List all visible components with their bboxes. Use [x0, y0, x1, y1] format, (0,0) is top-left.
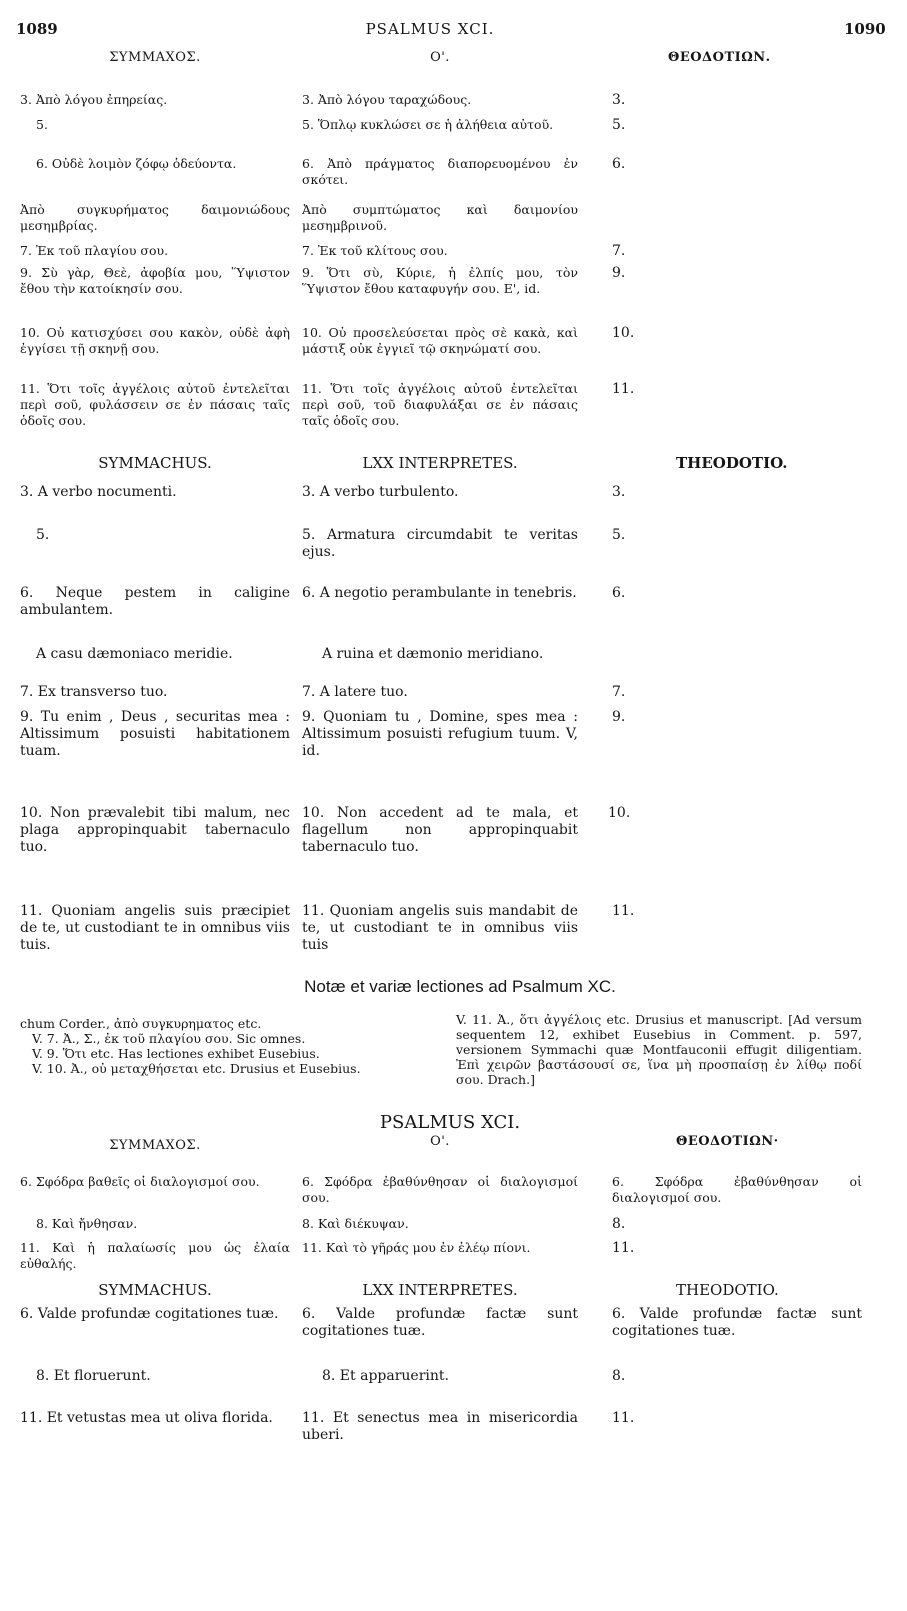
p91-greek-lxx-v8: 8. Καὶ διέκυψαν.: [302, 1216, 409, 1231]
p91-greek-theodotion-v8: 8.: [612, 1216, 626, 1232]
p91-greek-symmachus-v6: 6. Σφόδρα βαθεῖς οἱ διαλογισμοί σου.: [20, 1174, 260, 1189]
p91-greek-lxx-v6: 6. Σφόδρα ἐβαθύνθησαν οἱ διαλογισμοί σου.: [302, 1174, 578, 1205]
greek-symmachus-v11: 11. Ὅτι τοῖς ἀγγέλοις αὐτοῦ ἐντελεῖται περὶ σοῦ, φυλάσσειν σε ἐν πάσαις ταῖς ὁδοῖς σου.: [20, 381, 290, 428]
greek-symmachus-v3: 3. Ἀπὸ λόγου ἐπηρείας.: [20, 92, 168, 107]
latin-lxx-v10: 10. Non accedent ad te mala, et flagellum non appropinquabit tabernaculo tuo.: [302, 805, 578, 855]
greek-theodotion-v11: 11.: [612, 381, 635, 397]
greek-symmachus-v5: 5.: [36, 117, 48, 132]
greek-symmachus-v10: 10. Οὐ κατισχύσει σου κακὸν, οὐδὲ ἀφὴ ἐγγίσει τῇ σκηνῇ σου.: [20, 325, 290, 356]
p91-latin-theodotio-v6: 6. Valde profundæ factæ sunt cogitationes tuæ.: [612, 1306, 862, 1339]
p91-greek-symmachus-v11: 11. Καὶ ἡ παλαίωσίς μου ὡς ἐλαία εὐθαλής.: [20, 1240, 290, 1271]
psalm-91-title: PSALMUS XCI.: [379, 1112, 521, 1133]
latin-symmachus-v7: 7. Ex transverso tuo.: [20, 684, 168, 700]
latin-symmachus-v3: 3. A verbo nocumenti.: [20, 484, 177, 500]
latin-theodotio-v9: 9.: [612, 709, 626, 725]
page-number-left: 1089: [16, 20, 58, 38]
p91-col-head-symmachus-latin: SYMMACHUS.: [98, 1281, 212, 1299]
latin-symmachus-v10: 10. Non prævalebit tibi malum, nec plaga appropinquabit tabernaculo tuo.: [20, 805, 290, 855]
greek-theodotion-v3: 3.: [612, 92, 626, 108]
p91-latin-symmachus-v8: 8. Et floruerunt.: [36, 1368, 151, 1384]
greek-symmachus-v6b: Ἀπὸ συγκυρήματος δαιμονιώδους μεσημβρίας.: [20, 202, 290, 233]
p91-col-head-lxx-latin: LXX INTERPRETES.: [362, 1281, 518, 1299]
p91-col-head-symmachus-greek: ΣΥΜΜΑΧΟΣ.: [109, 1138, 201, 1153]
note-line: V. 10. Ἀ., οὐ μεταχθήσεται etc. Drusius et Eusebius.: [32, 1061, 361, 1076]
latin-theodotio-v7: 7.: [612, 684, 626, 700]
latin-symmachus-v9: 9. Tu enim , Deus , securitas mea : Altissimum posuisti habitationem tuam.: [20, 709, 290, 759]
notes-left-column: [20, 1016, 430, 1076]
running-title: PSALMUS XCI.: [365, 20, 495, 38]
note-line: V. 7. Ἀ., Σ., ἐκ τοῦ πλαγίου σου. Sic omnes.: [32, 1031, 306, 1046]
p91-latin-lxx-v6: 6. Valde profundæ factæ sunt cogitationes tuæ.: [302, 1306, 578, 1339]
latin-theodotio-v11: 11.: [612, 903, 635, 919]
p91-latin-theodotio-v11: 11.: [612, 1410, 635, 1426]
notes-title: Notæ et variæ lectiones ad Psalmum XC.: [304, 977, 616, 996]
greek-symmachus-v6: 6. Οὐδὲ λοιμὸν ζόφῳ ὁδεύοντα.: [36, 156, 237, 171]
p91-latin-lxx-v11: 11. Et senectus mea in misericordia uberi.: [302, 1410, 578, 1443]
p91-greek-theodotion-v6: 6. Σφόδρα ἐβαθύνθησαν οἱ διαλογισμοί σου.: [612, 1174, 862, 1205]
greek-theodotion-v9: 9.: [612, 265, 626, 281]
latin-theodotio-v5: 5.: [612, 527, 626, 543]
greek-symmachus-v9: 9. Σὺ γὰρ, Θεὲ, ἀφοβία μου, Ὕψιστον ἔθου τὴν κατοίκησίν σου.: [20, 265, 290, 296]
p91-greek-lxx-v11: 11. Καὶ τὸ γῆράς μου ἐν ἐλέῳ πίονι.: [302, 1240, 531, 1255]
p91-greek-symmachus-v8: 8. Καὶ ἤνθησαν.: [36, 1216, 138, 1231]
page-number-right: 1090: [844, 20, 886, 38]
col-head-theodotion-greek: ΘΕΟΔΟΤΙΩΝ.: [668, 50, 771, 65]
col-head-lxx-greek: Ο'.: [430, 50, 450, 65]
notes-right-column: V. 11. Ἀ., ὅτι ἀγγέλοις etc. Drusius et manuscript. [Ad versum sequentem 12, exhibet Eusebius in Comment. p. 597, versionem Symmachi quæ Montfauconii effugit diligentiam. Ἐπὶ χειρῶν βαστάσουσί σε, ἵνα μὴ προσπαίσῃ ἐν λίθῳ ποδί σου. Drach.]: [456, 1012, 862, 1087]
latin-theodotio-v3: 3.: [612, 484, 626, 500]
greek-lxx-v3: 3. Ἀπὸ λόγου ταραχώδους.: [302, 92, 472, 107]
p91-greek-theodotion-v11: 11.: [612, 1240, 635, 1256]
note-line: chum Corder., ἀπὸ συγκυρηματος etc.: [20, 1016, 262, 1031]
p91-latin-symmachus-v11: 11. Et vetustas mea ut oliva florida.: [20, 1410, 273, 1426]
p91-col-head-theodotio-latin: THEODOTIO.: [676, 1281, 779, 1299]
latin-lxx-v6: 6. A negotio perambulante in tenebris.: [302, 585, 577, 601]
p91-col-head-theodotion-greek: ΘΕΟΔΟΤΙΩΝ·: [676, 1134, 779, 1149]
greek-lxx-v10: 10. Οὐ προσελεύσεται πρὸς σὲ κακὰ, καὶ μάστιξ οὐκ ἐγγιεῖ τῷ σκηνώματί σου.: [302, 325, 578, 356]
latin-lxx-v5: 5. Armatura circumdabit te veritas ejus.: [302, 527, 578, 560]
greek-theodotion-v10: 10.: [612, 325, 635, 341]
latin-symmachus-v6: 6. Neque pestem in caligine ambulantem.: [20, 585, 290, 618]
col-head-theodotio-latin: THEODOTIO.: [676, 454, 788, 472]
latin-lxx-v6b: A ruina et dæmonio meridiano.: [322, 646, 544, 662]
latin-symmachus-v6b: A casu dæmoniaco meridie.: [36, 646, 233, 662]
col-head-lxx-latin: LXX INTERPRETES.: [362, 454, 518, 472]
latin-theodotio-v6: 6.: [612, 585, 626, 601]
p91-col-head-lxx-greek: Ο'.: [430, 1134, 450, 1149]
p91-latin-symmachus-v6: 6. Valde profundæ cogitationes tuæ.: [20, 1306, 279, 1322]
latin-symmachus-v11: 11. Quoniam angelis suis præcipiet de te, ut custodiant te in omnibus viis tuis.: [20, 903, 290, 953]
greek-symmachus-v7: 7. Ἐκ τοῦ πλαγίου σου.: [20, 243, 169, 258]
greek-lxx-v7: 7. Ἐκ τοῦ κλίτους σου.: [302, 243, 448, 258]
greek-theodotion-v7: 7.: [612, 243, 626, 259]
greek-lxx-v11: 11. Ὅτι τοῖς ἀγγέλοις αὐτοῦ ἐντελεῖται περὶ σοῦ, τοῦ διαφυλάξαι σε ἐν πάσαις ταῖς ὁδοῖς σου.: [302, 381, 578, 428]
greek-lxx-v9: 9. Ὅτι σὺ, Κύριε, ἡ ἐλπίς μου, τὸν Ὕψιστον ἔθου καταφυγήν σου. Ε', id.: [302, 265, 578, 296]
latin-lxx-v7: 7. A latere tuo.: [302, 684, 408, 700]
note-line: V. 9. Ὅτι etc. Has lectiones exhibet Eusebius.: [32, 1046, 320, 1061]
greek-theodotion-v5: 5.: [612, 117, 626, 133]
latin-symmachus-v5: 5.: [36, 527, 50, 543]
greek-lxx-v5: 5. Ὅπλῳ κυκλώσει σε ἡ ἀλήθεια αὐτοῦ.: [302, 117, 554, 132]
greek-lxx-v6b: Ἀπὸ συμπτώματος καὶ δαιμονίου μεσημβρινοῦ.: [302, 202, 578, 233]
p91-latin-lxx-v8: 8. Et apparuerint.: [322, 1368, 449, 1384]
col-head-symmachus-greek: ΣΥΜΜΑΧΟΣ.: [109, 50, 201, 65]
col-head-symmachus-latin: SYMMACHUS.: [98, 454, 212, 472]
latin-lxx-v3: 3. A verbo turbulento.: [302, 484, 459, 500]
p91-latin-theodotio-v8: 8.: [612, 1368, 626, 1384]
latin-lxx-v11: 11. Quoniam angelis suis mandabit de te, ut custodiant te in omnibus viis tuis: [302, 903, 578, 953]
greek-theodotion-v6: 6.: [612, 156, 626, 172]
latin-lxx-v9: 9. Quoniam tu , Domine, spes mea : Altissimum posuisti refugium tuum. V, id.: [302, 709, 578, 759]
greek-lxx-v6: 6. Ἀπὸ πράγματος διαπορευομένου ἐν σκότει.: [302, 156, 578, 187]
latin-theodotio-v10: 10.: [608, 805, 631, 821]
